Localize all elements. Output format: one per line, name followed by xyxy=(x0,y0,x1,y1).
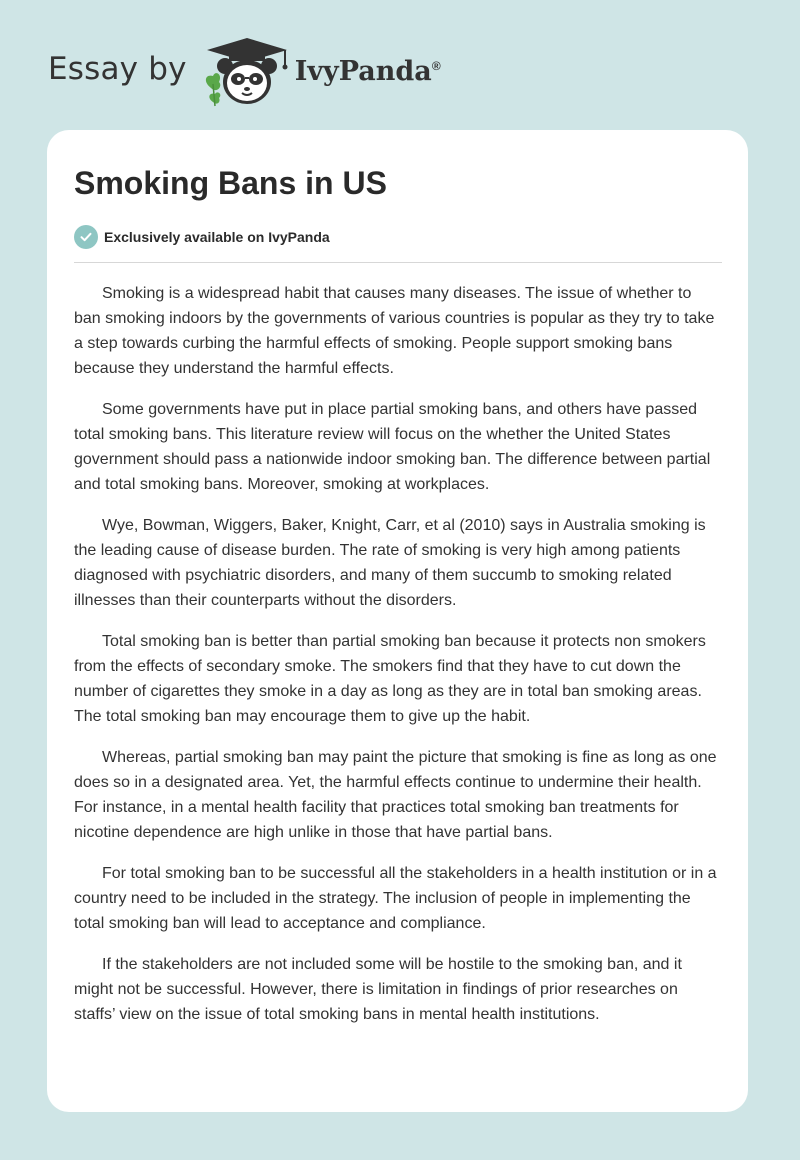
paragraph: If the stakeholders are not included some will be hostile to the smoking ban, and it might not be successful. However, there is limitation in findings of prior researches on staffs’ view on the issue of total smoking bans in mental health institutions. xyxy=(74,956,682,1024)
essay-card xyxy=(47,130,748,1112)
badge-label: Exclusively available on IvyPanda xyxy=(104,229,330,246)
registered-mark: ® xyxy=(431,58,441,73)
check-circle-icon xyxy=(74,225,98,249)
divider xyxy=(74,262,722,263)
brand-name: IvyPanda® xyxy=(294,55,441,87)
paragraph: Smoking is a widespread habit that causes many diseases. The issue of whether to ban smoking indoors by the governments of various countries is popular as they try to take a step towards curbing the harmful effects of smoking. People support smoking bans because they understand the harmful effects. xyxy=(74,285,715,378)
essay-title: Smoking Bans in US xyxy=(74,165,387,201)
paragraph: Whereas, partial smoking ban may paint the picture that smoking is fine as long as one does so in a designated area. Yet, the harmful effects continue to undermine their health. For instance, in a mental health facility that practices total smoking ban treatments for nicotine dependence are high unlike in those that have partial bans. xyxy=(74,749,717,842)
paragraph: For total smoking ban to be successful all the stakeholders in a health institution or in a country need to be included in the strategy. The inclusion of people in implementing the total smoking ban will lead to acceptance and compliance. xyxy=(74,865,717,933)
paragraph: Some governments have put in place partial smoking bans, and others have passed total smoking bans. This literature review will focus on the whether the United States government should pass a nationwide indoor smoking ban. The difference between partial and total smoking bans. Moreover, smoking at workplaces. xyxy=(74,401,711,494)
paragraph: Wye, Bowman, Wiggers, Baker, Knight, Carr, et al (2010) says in Australia smoking is the leading cause of disease burden. The rate of smoking is very high among patients diagnosed with psychiatric disorders, and many of them succumb to smoking related illnesses than their counterparts without the disorders. xyxy=(74,517,706,610)
brand-prefix: Essay by xyxy=(48,51,187,87)
panda-graduate-icon xyxy=(201,36,293,108)
brand-header xyxy=(48,36,441,108)
exclusive-badge xyxy=(74,225,722,249)
paragraph: Total smoking ban is better than partial smoking ban because it protects non smokers from the effects of secondary smoke. The smokers find that they have to cut down the number of cigarettes they smoke in a day as long as they are in total ban smoking areas. The total smoking ban may encourage them to give up the habit. xyxy=(74,633,706,726)
